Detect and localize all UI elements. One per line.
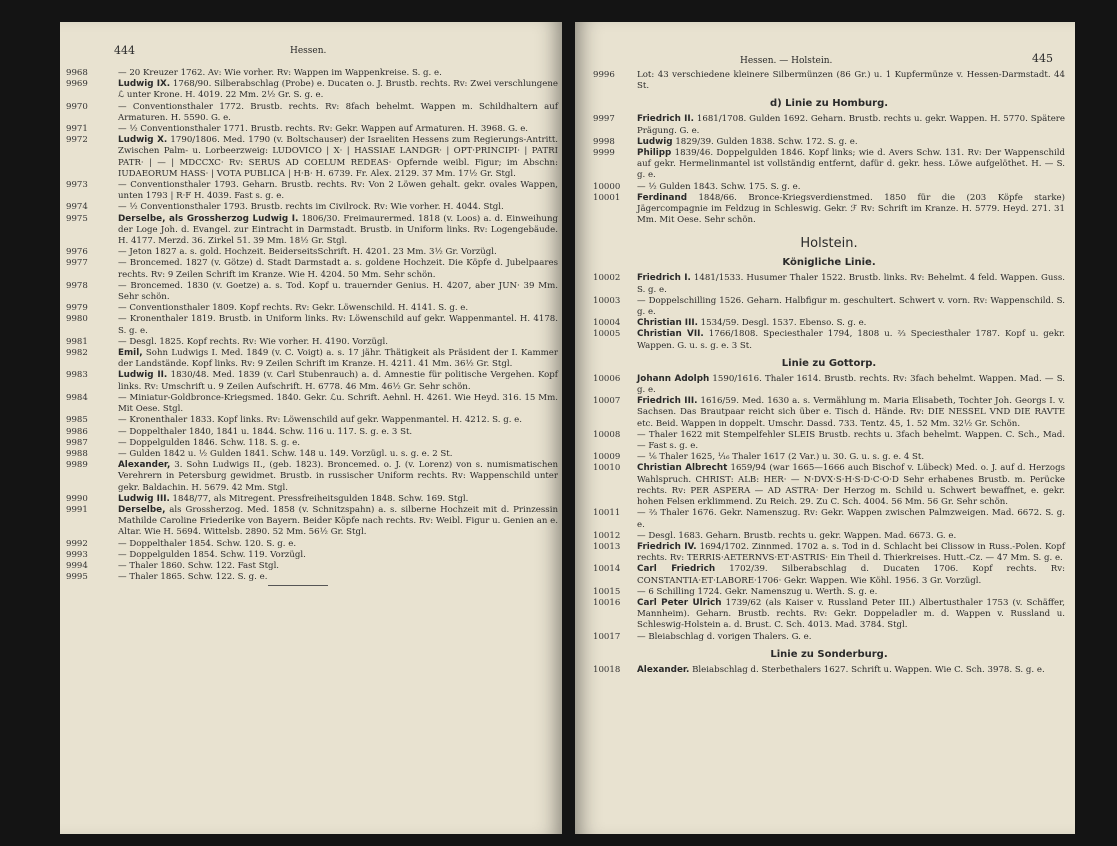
lot-number: 9975	[66, 213, 88, 224]
catalog-entry	[593, 564, 1065, 586]
entry-text: — Doppelschilling 1526. Geharn. Halbfigur m. geschultert. Schwert v. vorn. Rv: Wappenschild. S. g. e.	[637, 295, 1065, 318]
entry-text: — Broncemed. 1827 (v. Götze) d. Stadt Darmstadt a. s. goldene Hochzeit. Die Köpfe d. Jubelpaares rechts. Rv: 9 Zeilen Schrift im Kranze. Wie H. 4204. 50 Mm. Sehr schön.	[118, 258, 558, 280]
catalog-entry	[66, 460, 558, 494]
lot-number: 10008	[593, 429, 621, 440]
entry-text: Lot: 43 verschiedene kleinere Silbermünzen (86 Gr.) u. 1 Kupfermünze v. Hessen-Darmstadt. 44 St.	[637, 70, 1065, 92]
lot-number: 9974	[66, 202, 88, 213]
entry-text: — Thaler 1860. Schw. 122. Fast Stgl.	[118, 560, 280, 571]
catalog-entry	[66, 247, 558, 258]
lot-number: 9992	[66, 538, 88, 549]
entry-text: 1481/1533. Husumer Thaler 1522. Brustb. links. Rv: Behelmt. 4 feld. Wappen. Guss. S. g. e.	[637, 273, 1065, 295]
lot-number: 9969	[66, 79, 88, 90]
entry-text: — ⅙ Thaler 1625, ¹⁄₁₆ Thaler 1617 (2 Var.) u. 30. G. u. s. g. e. 4 St.	[637, 452, 925, 463]
lot-number: 9976	[66, 247, 88, 258]
section-heading: d) Linie zu Homburg.	[769, 98, 889, 110]
catalog-entry	[66, 303, 558, 314]
entry-text: 1590/1616. Thaler 1614. Brustb. rechts. Rv: 3fach behelmt. Wappen. Mad. — S. g. e.	[637, 373, 1066, 396]
lot-number: 9989	[66, 460, 88, 471]
catalog-entry	[593, 452, 1065, 463]
entry-text: — Bleiabschlag d. vorigen Thalers. G. e.	[637, 631, 812, 642]
entry-text: — Conventionsthaler 1809. Kopf rechts. Rv: Gekr. Löwenschild. H. 4141. S. g. e.	[118, 303, 469, 314]
lot-number: 9973	[66, 180, 88, 191]
catalog-entry	[593, 430, 1065, 452]
section-title: Holstein.	[800, 236, 858, 252]
catalog-entry	[66, 392, 558, 415]
lot-number: 9996	[593, 70, 615, 80]
lot-number: 10012	[593, 530, 621, 541]
entry-text: — ½ Conventionsthaler 1793. Brustb. rechts im Civilrock. Rv: Wie vorher. H. 4044. Stgl.	[118, 202, 504, 213]
left-page	[60, 22, 562, 834]
catalog-entry	[593, 318, 1065, 329]
entry-text: — Doppelgulden 1846. Schw. 118. S. g. e.	[118, 437, 300, 448]
lot-number: 10015	[593, 586, 621, 597]
lot-number: 10017	[593, 631, 621, 642]
ruler-name: Carl Peter Ulrich	[637, 597, 722, 608]
catalog-entry	[66, 448, 558, 460]
ruler-name: Ludwig	[637, 136, 673, 147]
ruler-name: Ludwig II.	[118, 370, 168, 381]
entry-text: — Kronenthaler 1833. Kopf links. Rv: Löwenschild auf gekr. Wappenmantel. H. 4212. S. g. e.	[118, 415, 522, 426]
ruler-name: Johann Adolph	[637, 373, 710, 384]
ruler-name: Christian VII.	[637, 329, 704, 340]
lot-number: 9980	[66, 314, 88, 325]
entry-text: 1848/77, als Mitregent. Pressfreiheitsgulden 1848. Schw. 169. Stgl.	[169, 493, 469, 504]
lot-number: 9971	[66, 124, 88, 135]
lot-number: 10016	[593, 597, 621, 608]
entry-text: 1702/39. Silberabschlag d. Ducaten 1706. Kopf rechts. Rv: CONSTANTIA·ET·LABORE·1706· Gekr. Wappen. Wie Köhl. 1956. 3 Gr. Vorzügl.	[637, 564, 1065, 586]
catalog-entry	[66, 180, 558, 202]
catalog-entry	[66, 124, 558, 135]
ruler-name: Derselbe, als Grossherzog Ludwig I.	[118, 213, 299, 224]
entry-text: 1839/46. Doppelgulden 1846. Kopf links; wie d. Avers Schw. 131. Rv: Der Wappenschild auf gekr. Hermelinmantel ist vollständig entfernt, dafür d. gekr. hess. Löwe aufgelöthet. H. — S. g. e.	[637, 148, 1065, 181]
catalog-entry	[66, 415, 558, 426]
lot-number: 9987	[66, 437, 88, 448]
lot-number: 9982	[66, 348, 88, 359]
catalog-entry	[593, 148, 1065, 182]
lot-number: 10007	[593, 396, 621, 407]
lot-number: 9977	[66, 258, 88, 269]
catalog-entry	[593, 137, 1065, 148]
ruler-name: Ludwig IX.	[118, 79, 171, 90]
catalog-entry	[593, 182, 1065, 193]
lot-number: 10011	[593, 508, 621, 519]
ruler-name: Emil,	[118, 348, 143, 359]
ruler-name: Ferdinand	[637, 192, 688, 203]
catalog-entry	[66, 538, 558, 550]
lot-number: 9972	[66, 135, 88, 146]
entry-text: 1806/30. Freimaurermed. 1818 (v. Loos) a. d. Einweihung der Loge Joh. d. Evangel. zur Eintracht in Darmstadt. Brustb. in Uniform links. Rv: Logengebäude. H. 4177. Merzd. 36. Zirkel 51. 39 Mm. 18½ Gr. Stgl.	[118, 213, 558, 247]
catalog-entry	[66, 560, 558, 572]
entry-text: 1768/90. Silberabschlag (Probe) e. Ducaten o. J. Brustb. rechts. Rv: Zwei verschlungene ℒ unter Krone. H. 4019. 22 Mm. 2½ Gr. S. g. e.	[118, 79, 558, 101]
entry-text: 1659/94 (war 1665—1666 auch Bischof v. Lübeck) Med. o. J. auf d. Herzogs Wahlspruch. CHRIST: ALB: HER· — N·DVX·S·H·S·D·C·O·D Sehr erhabenes Brustb. m. Perücke rechts. Rv: PER ASPERA — AD ASTRA· Der Herzog m. Schild u. Schwert bewaffnet, e. gekr. hohen Felsen erklimmend. Zu Reich. 29. Zu C. Sch. 4004. 56 Mm. 56 Gr. Sehr schön.	[637, 463, 1065, 508]
lot-number: 9968	[66, 68, 88, 78]
lot-number: 10004	[593, 318, 621, 329]
entry-text: 3. Sohn Ludwigs II., (geb. 1823). Broncemed. o. J. (v. Lorenz) von s. numismatischen Verehrern in Petersburg gewidmet. Brustb. in russischer Uniform rechts. Rv: Wappenschild unter gekr. Baldachin. H. 5679. 42 Mm. Stgl.	[118, 460, 558, 493]
lot-number: 9993	[66, 549, 88, 560]
catalog-entry	[66, 202, 558, 213]
catalog-entry	[66, 314, 558, 336]
entry-text: — Miniatur-Goldbronce-Kriegsmed. 1840. Gekr. ℒu. Schrift. Aehnl. H. 4261. Wie Heyd. 316. 15 Mm. Mit Oese. Stgl.	[118, 392, 558, 415]
lot-number: 10003	[593, 295, 621, 306]
ruler-name: Ludwig III.	[118, 493, 170, 504]
entry-list	[593, 70, 1065, 676]
entry-text: — Desgl. 1683. Geharn. Brustb. rechts u. gekr. Wappen. Mad. 6673. G. e.	[637, 530, 957, 541]
catalog-entry	[66, 493, 558, 505]
lot-number: 9994	[66, 560, 88, 571]
lot-number: 9988	[66, 448, 88, 459]
entry-text: — Gulden 1842 u. ½ Gulden 1841. Schw. 148 u. 149. Vorzügl. u. s. g. e. 2 St.	[118, 448, 453, 459]
ruler-name: Derselbe,	[118, 504, 166, 515]
entry-text: 1790/1806. Med. 1790 (v. Boltschauser) der Israeliten Hessens zum Regierungs-Antritt. Zwischen Palm- u. Lorbeerzweig: LUDOVICO | X· | HASSIAE LANDGR· | OPT·PRINCIPI· | PATRI PATR· | — | MDCCXC· Rv: SERUS AD COELUM REDEAS· Opfernde weibl. Figur; im Abschn: IUDAEORUM HASS· | VOTA PUBLICA | H·B· H. 6739. Fr. Alex. 2129. 37 Mm. 17½ Gr. Stgl.	[118, 135, 558, 179]
entry-text: — Doppelgulden 1854. Schw. 119. Vorzügl.	[118, 549, 306, 560]
lot-number: 9986	[66, 426, 88, 437]
catalog-entry	[66, 572, 558, 583]
lot-number: 10018	[593, 664, 621, 675]
catalog-entry	[593, 598, 1065, 632]
catalog-entry	[593, 463, 1065, 508]
entry-text: — Desgl. 1825. Kopf rechts. Rv: Wie vorher. H. 4190. Vorzügl.	[118, 336, 389, 347]
lot-number: 9979	[66, 303, 88, 314]
lot-number: 10014	[593, 564, 621, 575]
entry-text: 1848/66. Bronce-Kriegsverdienstmed. 1850 für die (203 Köpfe starke) Jägercompagnie im Feldzug in Schleswig. Gekr. ℱ Rv: Schrift im Kranze. H. 5779. Heyd. 271. 31 Mm. Mit Oese. Sehr schön.	[637, 192, 1065, 226]
lot-number: 9985	[66, 415, 88, 426]
entry-text: — ½ Gulden 1843. Schw. 175. S. g. e.	[637, 181, 801, 192]
ruler-name: Friedrich IV.	[637, 541, 697, 552]
entry-text: 1829/39. Gulden 1838. Schw. 172. S. g. e.	[672, 136, 858, 147]
entry-text: — Doppelthaler 1854. Schw. 120. S. g. e.	[118, 538, 297, 549]
catalog-entry	[66, 213, 558, 248]
catalog-entry	[66, 504, 558, 539]
ruler-name: Carl Friedrich	[637, 564, 716, 575]
entry-text: — Kronenthaler 1819. Brustb. in Uniform links. Rv: Löwenschild auf gekr. Wappenmantel. H. 4178. S. g. e.	[118, 314, 558, 336]
catalog-entry	[593, 273, 1065, 295]
entry-text: 1766/1808. Speciesthaler 1794, 1808 u. ⅔ Speciesthaler 1787. Kopf u. gekr. Wappen. G. u. s. g. e. 3 St.	[637, 329, 1065, 351]
entry-text: 1694/1702. Zinnmed. 1702 a. s. Tod in d. Schlacht bei Clissow in Russ.-Polen. Kopf rechts. Rv: TERRIS·AETERNVS·ET·ASTRIS· Ein Theil d. Thierkreises. Hutt.-Cz. — 47 Mm. S. g. e.	[637, 541, 1066, 564]
catalog-entry	[593, 508, 1065, 530]
ruler-name: Alexander.	[637, 664, 690, 675]
catalog-entry	[593, 665, 1065, 676]
catalog-entry	[66, 336, 558, 348]
entry-text: als Grossherzog. Med. 1858 (v. Schnitzspahn) a. s. silberne Hochzeit mit d. Prinzessin Mathilde Caroline Friederike von Bayern. Beider Köpfe nach rechts. Rv: Weibl. Figur u. Genien an e. Altar. Wie H. 5694. Wittelsb. 2890. 52 Mm. 56½ Gr. Stgl.	[118, 504, 558, 538]
catalog-entry	[66, 370, 558, 392]
ruler-name: Friedrich I.	[637, 273, 691, 284]
catalog-entry	[593, 374, 1065, 396]
page-number: 444	[114, 44, 135, 57]
catalog-entry	[66, 348, 558, 370]
entry-text: — Thaler 1622 mit Stempelfehler SLEIS Brustb. rechts u. 3fach behelmt. Wappen. C. Sch., Mad. — Fast s. g. e.	[637, 429, 1065, 452]
entry-text: — ½ Conventionsthaler 1771. Brustb. rechts. Rv: Gekr. Wappen auf Armaturen. H. 3968. G. e.	[118, 124, 529, 135]
entry-text: — Broncemed. 1830 (v. Goetze) a. s. Tod. Kopf u. trauernder Genius. H. 4207, aber JUN· 39 Mm. Sehr schön.	[118, 280, 558, 303]
entry-list	[66, 68, 558, 583]
lot-number: 10005	[593, 329, 621, 340]
right-page	[575, 22, 1075, 834]
lot-number: 9999	[593, 148, 615, 159]
lot-number: 9991	[66, 504, 88, 515]
catalog-entry	[593, 70, 1065, 92]
catalog-entry	[66, 426, 558, 438]
catalog-entry	[593, 531, 1065, 542]
entry-text: 1616/59. Med. 1630 a. s. Vermählung m. Maria Elisabeth, Tochter Joh. Georgs I. v. Sachsen. Das Brautpaar reicht sich über e. Tisch d. Hände. Rv: DIE NESSEL VND DIE RAVTE etc. Beid. Wappen in doppelt. Umschr. Dassd. 733. Tentz. 45, 1. 52 Mm. 32½ Gr. Schön.	[637, 396, 1066, 429]
entry-text: — Doppelthaler 1840, 1841 u. 1844. Schw. 116 u. 117. S. g. e. 3 St.	[118, 426, 413, 437]
catalog-entry	[66, 135, 558, 180]
ruler-name: Alexander,	[118, 460, 171, 471]
entry-text: — 20 Kreuzer 1762. Av: Wie vorher. Rv: Wappen im Wappenkreise. S. g. e.	[118, 68, 442, 78]
lot-number: 10001	[593, 192, 621, 203]
entry-text: — Conventionsthaler 1793. Geharn. Brustb. rechts. Rv: Von 2 Löwen gehalt. gekr. ovales Wappen, unten 1793 | R·F H. 4039. Fast s. g. e.	[118, 180, 558, 202]
lot-number: 10000	[593, 181, 621, 192]
ruler-name: Friedrich II.	[637, 114, 695, 125]
lot-number: 10010	[593, 463, 621, 474]
ruler-name: Friedrich III.	[637, 396, 698, 407]
lot-number: 10013	[593, 541, 621, 552]
section-heading: Königliche Linie.	[782, 257, 876, 269]
section-heading: Linie zu Gottorp.	[781, 357, 877, 369]
entry-text: — ⅔ Thaler 1676. Gekr. Namenszug. Rv: Gekr. Wappen zwischen Palmzweigen. Mad. 6672. S. g. e.	[637, 508, 1065, 530]
ruler-name: Christian Albrecht	[637, 463, 728, 474]
lot-number: 9998	[593, 136, 615, 147]
lot-number: 9978	[66, 280, 88, 291]
lot-number: 9995	[66, 572, 88, 583]
catalog-entry	[593, 329, 1065, 351]
lot-number: 9981	[66, 336, 88, 347]
catalog-entry	[593, 193, 1065, 227]
page-number: 445	[1032, 52, 1053, 65]
ruler-name: Philipp	[637, 148, 672, 159]
catalog-entry	[66, 79, 558, 101]
entry-text: Bleiabschlag d. Sterbethalers 1627. Schrift u. Wappen. Wie C. Sch. 3978. S. g. e.	[689, 664, 1045, 675]
entry-text: — Jeton 1827 a. s. gold. Hochzeit. BeiderseitsSchrift. H. 4201. 23 Mm. 3½ Gr. Vorzügl.	[118, 247, 497, 258]
lot-number: 9984	[66, 392, 88, 403]
lot-number: 10009	[593, 452, 621, 463]
catalog-entry	[66, 280, 558, 303]
lot-number: 9997	[593, 114, 615, 125]
lot-number: 10002	[593, 273, 621, 284]
lot-number: 9983	[66, 370, 88, 381]
lot-number: 10006	[593, 373, 621, 384]
catalog-entry	[593, 632, 1065, 643]
entry-text: 1830/48. Med. 1839 (v. Carl Stubenrauch) a. d. Amnestie für politische Vergehen. Kopf links. Rv: Umschrift u. 9 Zeilen Aufschrift. H. 6778. 46 Mm. 46½ Gr. Sehr schön.	[118, 370, 558, 392]
lot-number: 9990	[66, 493, 88, 504]
catalog-entry	[66, 549, 558, 561]
catalog-entry	[66, 437, 558, 449]
catalog-entry	[593, 296, 1065, 318]
lot-number: 9970	[66, 101, 88, 112]
entry-text: — 6 Schilling 1724. Gekr. Namenszug u. Werth. S. g. e.	[637, 586, 878, 597]
running-title: Hessen.	[290, 46, 327, 56]
entry-text: — Conventionsthaler 1772. Brustb. rechts. Rv: 8fach behelmt. Wappen m. Schildhaltern auf Armaturen. H. 5590. G. e.	[118, 101, 558, 123]
end-rule	[268, 585, 328, 586]
ruler-name: Ludwig X.	[118, 135, 168, 146]
catalog-entry	[66, 68, 558, 79]
entry-text: — Thaler 1865. Schw. 122. S. g. e.	[118, 572, 268, 583]
section-heading: Linie zu Sonderburg.	[770, 648, 888, 660]
entry-text: 1681/1708. Gulden 1692. Geharn. Brustb. rechts u. gekr. Wappen. H. 5770. Spätere Prägung. G. e.	[637, 114, 1065, 136]
catalog-entry	[66, 101, 558, 124]
ruler-name: Christian III.	[637, 318, 698, 329]
running-title: Hessen. — Holstein.	[740, 56, 833, 66]
entry-text: 1534/59. Desgl. 1537. Ebenso. S. g. e.	[697, 318, 867, 329]
catalog-entry	[66, 258, 558, 280]
entry-text: 1739/62 (als Kaiser v. Russland Peter III.) Albertusthaler 1753 (v. Schäffer, Mannheim). Geharn. Brustb. rechts. Rv: Gekr. Doppeladler m. d. Wappen v. Russland u. Schleswig-Holstein a. d. Brust. C. Sch. 4013. Mad. 3784. Stgl.	[637, 597, 1065, 631]
catalog-entry	[593, 114, 1065, 136]
catalog-entry	[593, 396, 1065, 430]
catalog-entry	[593, 587, 1065, 598]
catalog-entry	[593, 542, 1065, 564]
entry-text: Sohn Ludwigs I. Med. 1849 (v. C. Voigt) a. s. 17 jähr. Thätigkeit als Präsident der I. Kammer der Landstände. Kopf links. Rv: 9 Zeilen Schrift im Kranze. H. 4211. 41 Mm. 36½ Gr. Stgl.	[118, 348, 558, 370]
